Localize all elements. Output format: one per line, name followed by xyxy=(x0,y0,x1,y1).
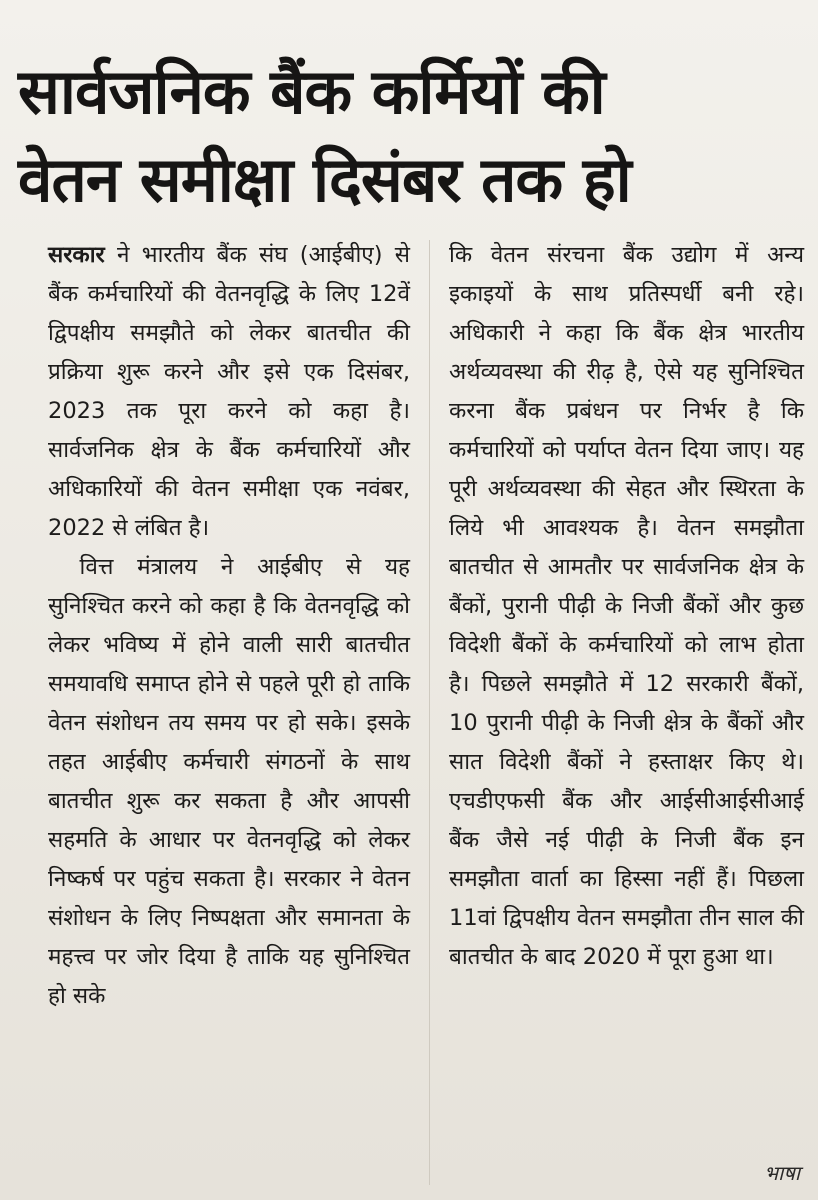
article-column-left xyxy=(48,236,410,1016)
article-paragraph-3: कि वेतन संरचना बैंक उद्योग में अन्य इकाइयों के साथ प्रतिस्पर्धी बनी रहे। अधिकारी ने कहा कि बैंक क्षेत्र भारतीय अर्थव्यवस्था की रीढ़ है, ऐसे यह सुनिश्चित करना बैंक प्रबंधन पर निर्भर है कि कर्मचारियों को पर्याप्त वेतन दिया जाए। यह पूरी अर्थव्यवस्था की सेहत और स्थिरता के लिये भी आवश्यक है। वेतन समझौता बातचीत से आमतौर पर सार्वजनिक क्षेत्र के बैंकों, पुरानी पीढ़ी के निजी बैंकों और कुछ विदेशी बैंकों के कर्मचारियों को लाभ होता है। पिछले समझौते में 12 सरकारी बैंकों, 10 पुरानी पीढ़ी के निजी क्षेत्र के बैंकों और सात विदेशी बैंकों ने हस्ताक्षर किए थे। एचडीएफसी बैंक और आईसीआईसीआई बैंक जैसे नई पीढ़ी के निजी बैंक इन समझौता वार्ता का हिस्सा नहीं हैं। पिछला 11वां द्विपक्षीय वेतन समझौता तीन साल की बातचीत के बाद 2020 में पूरा हुआ था। xyxy=(449,242,804,970)
headline-line-1: सार्वजनिक बैंक कर्मियों की xyxy=(18,55,605,128)
headline-line-2: वेतन समीक्षा दिसंबर तक हो xyxy=(18,143,631,216)
article-paragraph-1-text: ने भारतीय बैंक संघ (आईबीए) से बैंक कर्मचारियों की वेतनवृद्धि के लिए 12वें द्विपक्षीय समझौते को लेकर बातचीत की प्रक्रिया शुरू करने और इसे एक दिसंबर, 2023 तक पूरा करने को कहा है। सार्वजनिक क्षेत्र के बैंक कर्मचारियों और अधिकारियों की वेतन समीक्षा एक नवंबर, 2022 से लंबित है। xyxy=(48,242,410,541)
article-paragraph-2: वित्त मंत्रालय ने आईबीए से यह सुनिश्चित करने को कहा है कि वेतनवृद्धि को लेकर भविष्य में होने वाली सारी बातचीत समयावधि समाप्त होने से पहले पूरी हो ताकि वेतन संशोधन तय समय पर हो सके। इसके तहत आईबीए कर्मचारी संगठनों के साथ बातचीत शुरू कर सकता है और आपसी सहमति के आधार पर वेतनवृद्धि को लेकर निष्कर्ष पर पहुंच सकता है। सरकार ने वेतन संशोधन के लिए निष्पक्षता और समानता के महत्त्व पर जोर दिया है ताकि यह सुनिश्चित हो सके xyxy=(48,554,410,1009)
article-lead-word: सरकार xyxy=(48,242,105,268)
article-paragraph-1 xyxy=(48,236,410,548)
column-divider xyxy=(429,240,430,1185)
headline xyxy=(18,48,788,224)
article-column-right xyxy=(449,236,804,977)
source-credit: भाषा xyxy=(764,1161,800,1185)
